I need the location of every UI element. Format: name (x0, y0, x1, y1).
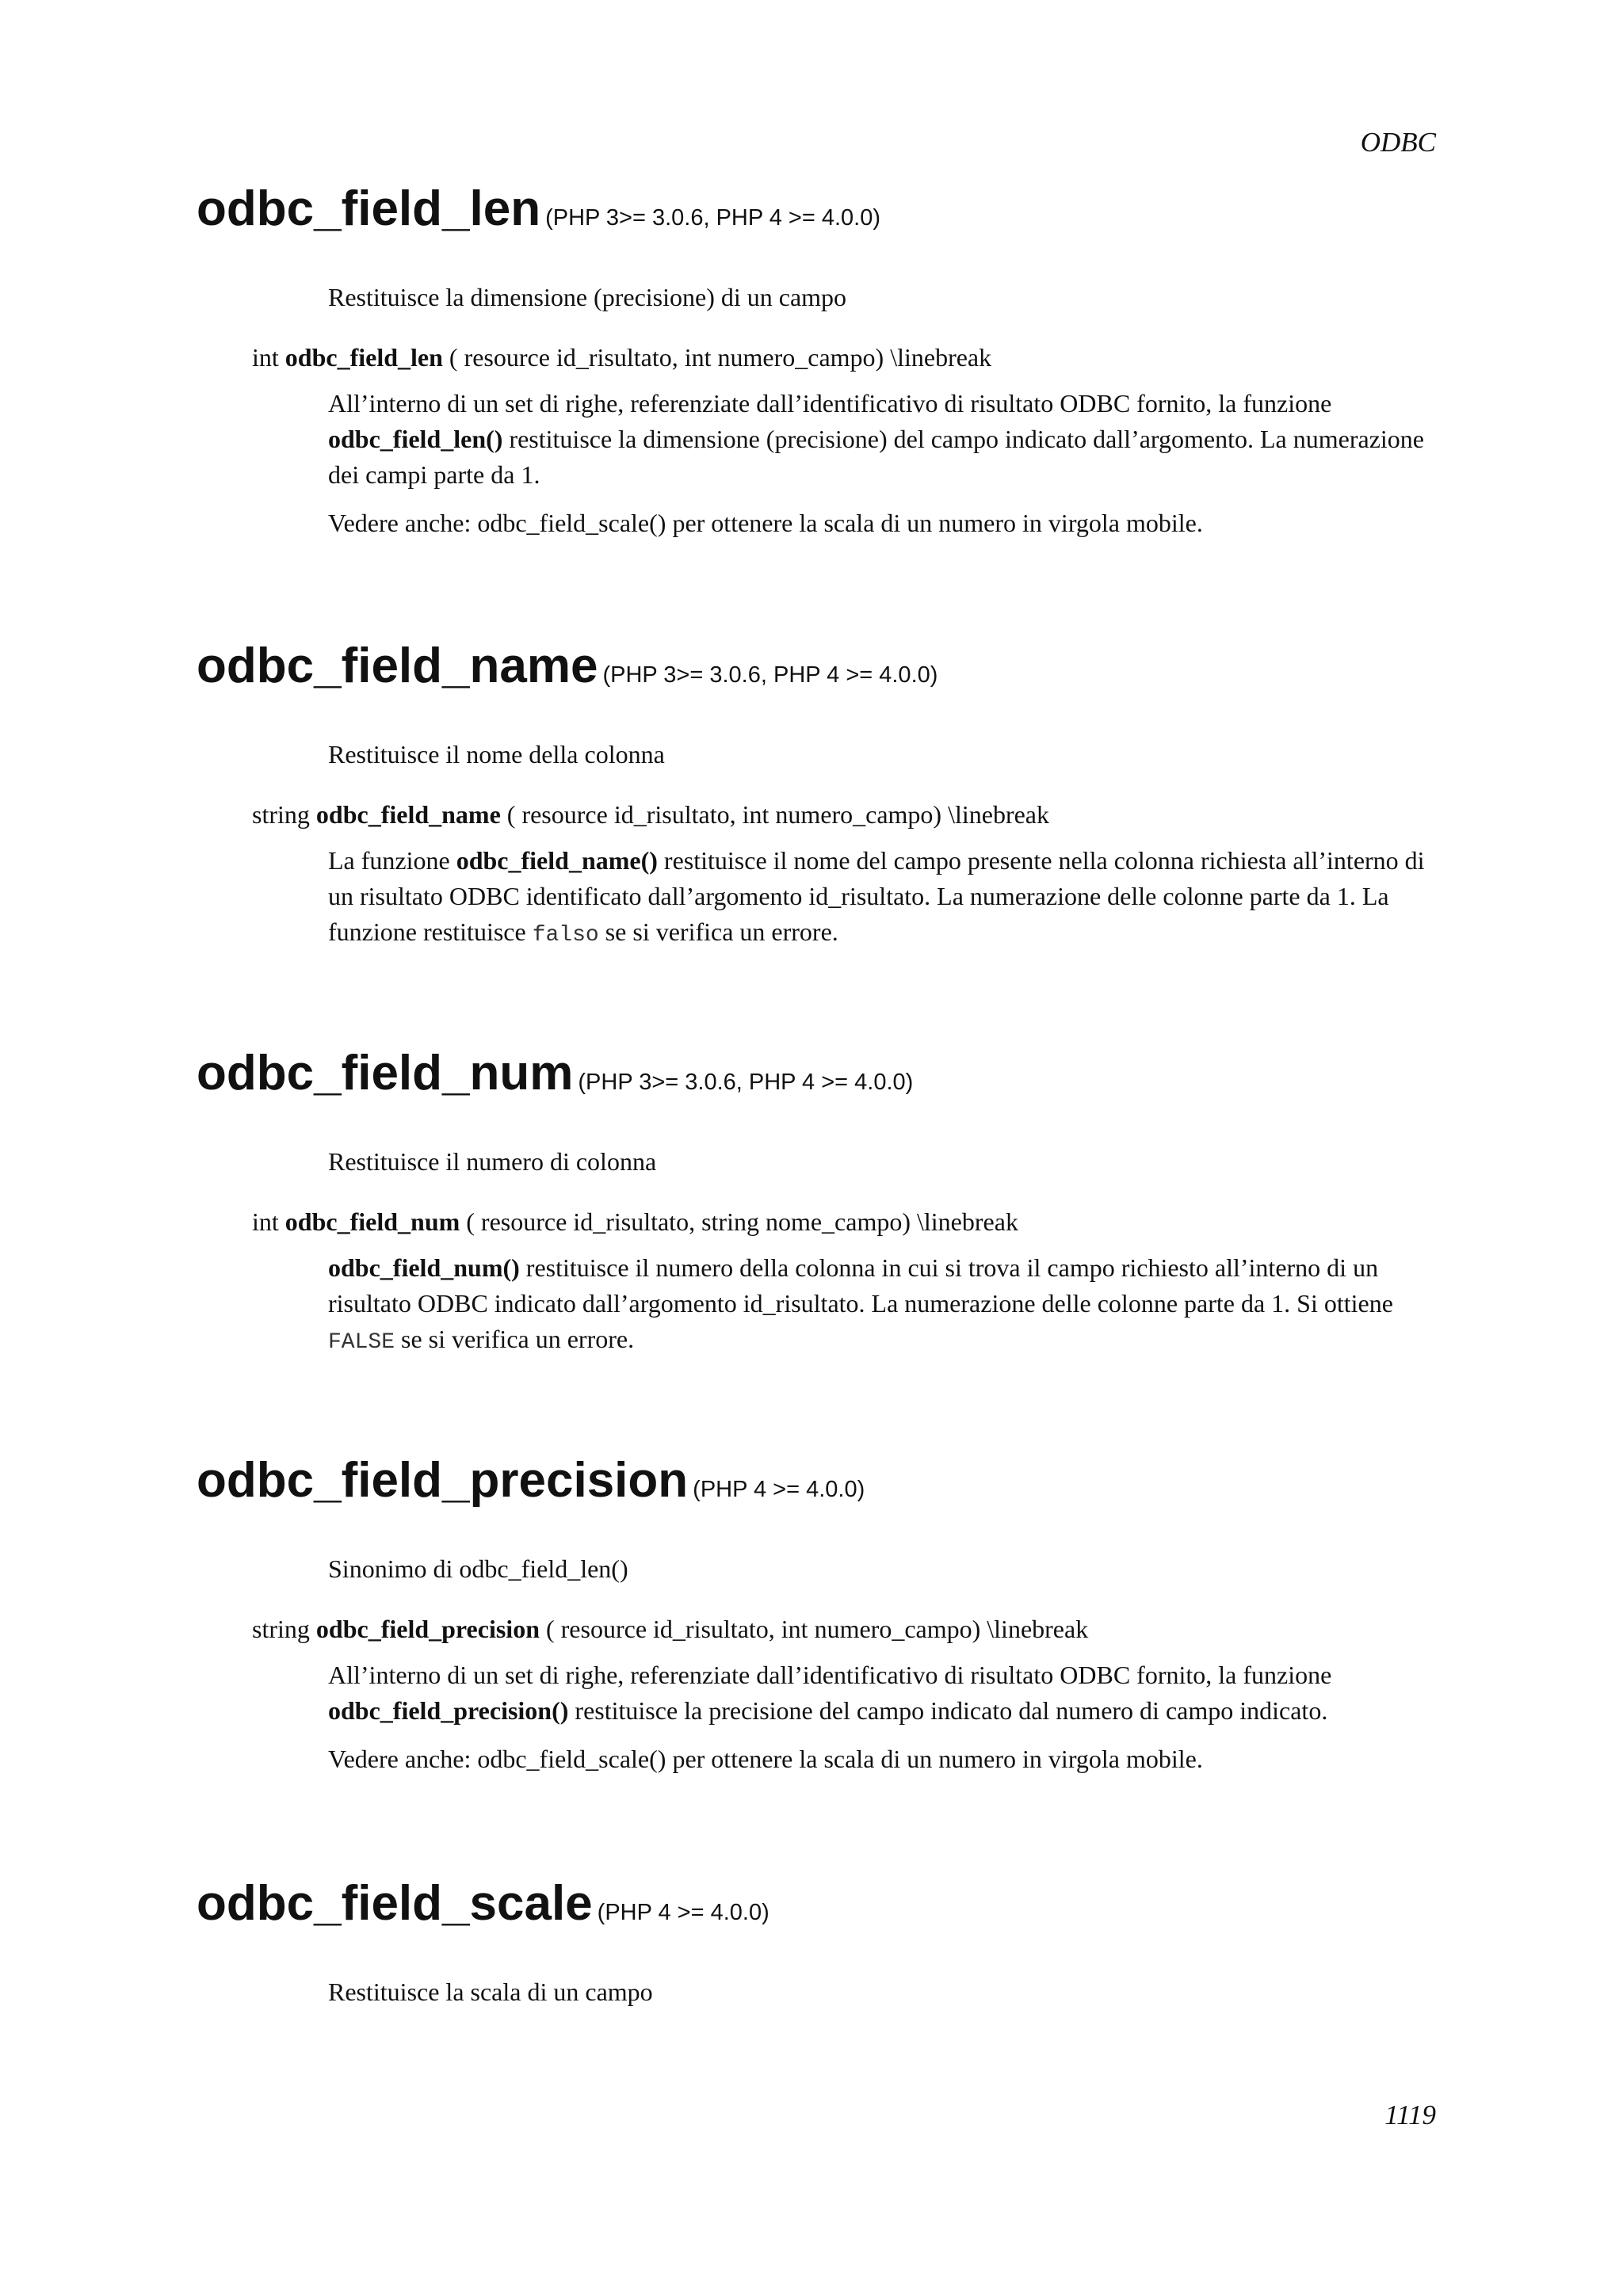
function-heading (197, 1046, 1441, 1100)
description-text: restituisce la dimensione (precisione) del campo indicato dall’argomento. La numerazione dei campi parte da 1. (328, 425, 1424, 489)
function-purpose: Restituisce la dimensione (precisione) di un campo (328, 283, 847, 311)
description-paragraph (328, 1250, 1441, 1360)
function-synopsis (252, 340, 1441, 375)
description-text: restituisce il numero della colonna in cui si trova il campo richiesto all’interno di un risultato ODBC indicato dall’argomento id_risultato. La numerazione delle colonne parte da 1. Si ottiene (328, 1253, 1393, 1318)
description-paragraph (328, 386, 1441, 493)
return-type: int (252, 1207, 279, 1236)
function-reference: odbc_field_name() (456, 846, 658, 875)
code-literal: falso (532, 923, 599, 948)
version-info: (PHP 4 >= 4.0.0) (693, 1477, 865, 1502)
description-paragraph (328, 1657, 1441, 1729)
function-entry-odbc-field-precision (197, 1453, 1441, 1777)
code-literal: FALSE (328, 1330, 395, 1355)
synopsis-function-name: odbc_field_len (285, 343, 443, 372)
function-name: odbc_field_len (197, 181, 541, 236)
synopsis-function-name: odbc_field_num (285, 1207, 460, 1236)
function-name: odbc_field_scale (197, 1876, 593, 1931)
function-purpose: Sinonimo di odbc_field_len() (328, 1554, 628, 1583)
see-also-paragraph: Vedere anche: odbc_field_scale() per ottenere la scala di un numero in virgola mobile. (328, 1745, 1203, 1773)
synopsis-args: ( resource id_risultato, int numero_campo) \linebreak (442, 343, 992, 372)
version-info: (PHP 3>= 3.0.6, PHP 4 >= 4.0.0) (602, 662, 938, 688)
function-entry-odbc-field-num (197, 1046, 1441, 1360)
function-name: odbc_field_num (197, 1046, 574, 1100)
version-info: (PHP 4 >= 4.0.0) (597, 1900, 769, 1925)
description-text: restituisce il nome del campo presente nella colonna richiesta all’interno di un risultato ODBC identificato dall’argomento id_risultato. La numerazione delle colonne parte da 1. La funzione restituisce (328, 846, 1425, 946)
function-heading (197, 181, 1441, 236)
synopsis-args: ( resource id_risultato, int numero_campo) \linebreak (539, 1615, 1089, 1643)
description-text: All’interno di un set di righe, referenziate dall’identificativo di risultato ODBC fornito, la funzione (328, 389, 1332, 418)
function-synopsis (252, 1204, 1441, 1239)
synopsis-args: ( resource id_risultato, string nome_campo) \linebreak (460, 1207, 1018, 1236)
version-info: (PHP 3>= 3.0.6, PHP 4 >= 4.0.0) (578, 1070, 914, 1095)
function-name: odbc_field_name (197, 639, 598, 693)
description-text: La funzione (328, 846, 456, 875)
function-purpose: Restituisce il numero di colonna (328, 1147, 657, 1176)
function-entry-odbc-field-name (197, 639, 1441, 953)
description-text: se si verifica un errore. (395, 1325, 635, 1353)
description-text: restituisce la precisione del campo indicato dal numero di campo indicato. (568, 1696, 1328, 1725)
function-reference: odbc_field_num() (328, 1253, 520, 1282)
synopsis-args: ( resource id_risultato, int numero_campo) \linebreak (500, 800, 1049, 829)
function-entry-odbc-field-len (197, 181, 1441, 541)
function-synopsis (252, 1611, 1441, 1646)
description-text: se si verifica un errore. (598, 917, 838, 946)
see-also-paragraph: Vedere anche: odbc_field_scale() per ottenere la scala di un numero in virgola mobile. (328, 509, 1203, 537)
function-purpose: Restituisce la scala di un campo (328, 1978, 653, 2006)
synopsis-function-name: odbc_field_precision (315, 1615, 540, 1643)
return-type: string (252, 1615, 310, 1643)
page-number: 1119 (1384, 2100, 1436, 2130)
return-type: int (252, 343, 279, 372)
function-heading (197, 1876, 1441, 1931)
return-type: string (252, 800, 310, 829)
function-purpose: Restituisce il nome della colonna (328, 740, 665, 769)
function-synopsis (252, 797, 1441, 832)
function-heading (197, 1453, 1441, 1508)
description-text: All’interno di un set di righe, referenziate dall’identificativo di risultato ODBC fornito, la funzione (328, 1661, 1332, 1689)
version-info: (PHP 3>= 3.0.6, PHP 4 >= 4.0.0) (545, 205, 881, 231)
description-paragraph (328, 843, 1441, 953)
running-header: ODBC (1360, 127, 1436, 158)
function-name: odbc_field_precision (197, 1453, 689, 1508)
function-reference: odbc_field_precision() (328, 1696, 569, 1725)
function-heading (197, 639, 1441, 693)
synopsis-function-name: odbc_field_name (315, 800, 501, 829)
function-reference: odbc_field_len() (328, 425, 503, 453)
function-entry-odbc-field-scale (197, 1876, 1441, 2009)
